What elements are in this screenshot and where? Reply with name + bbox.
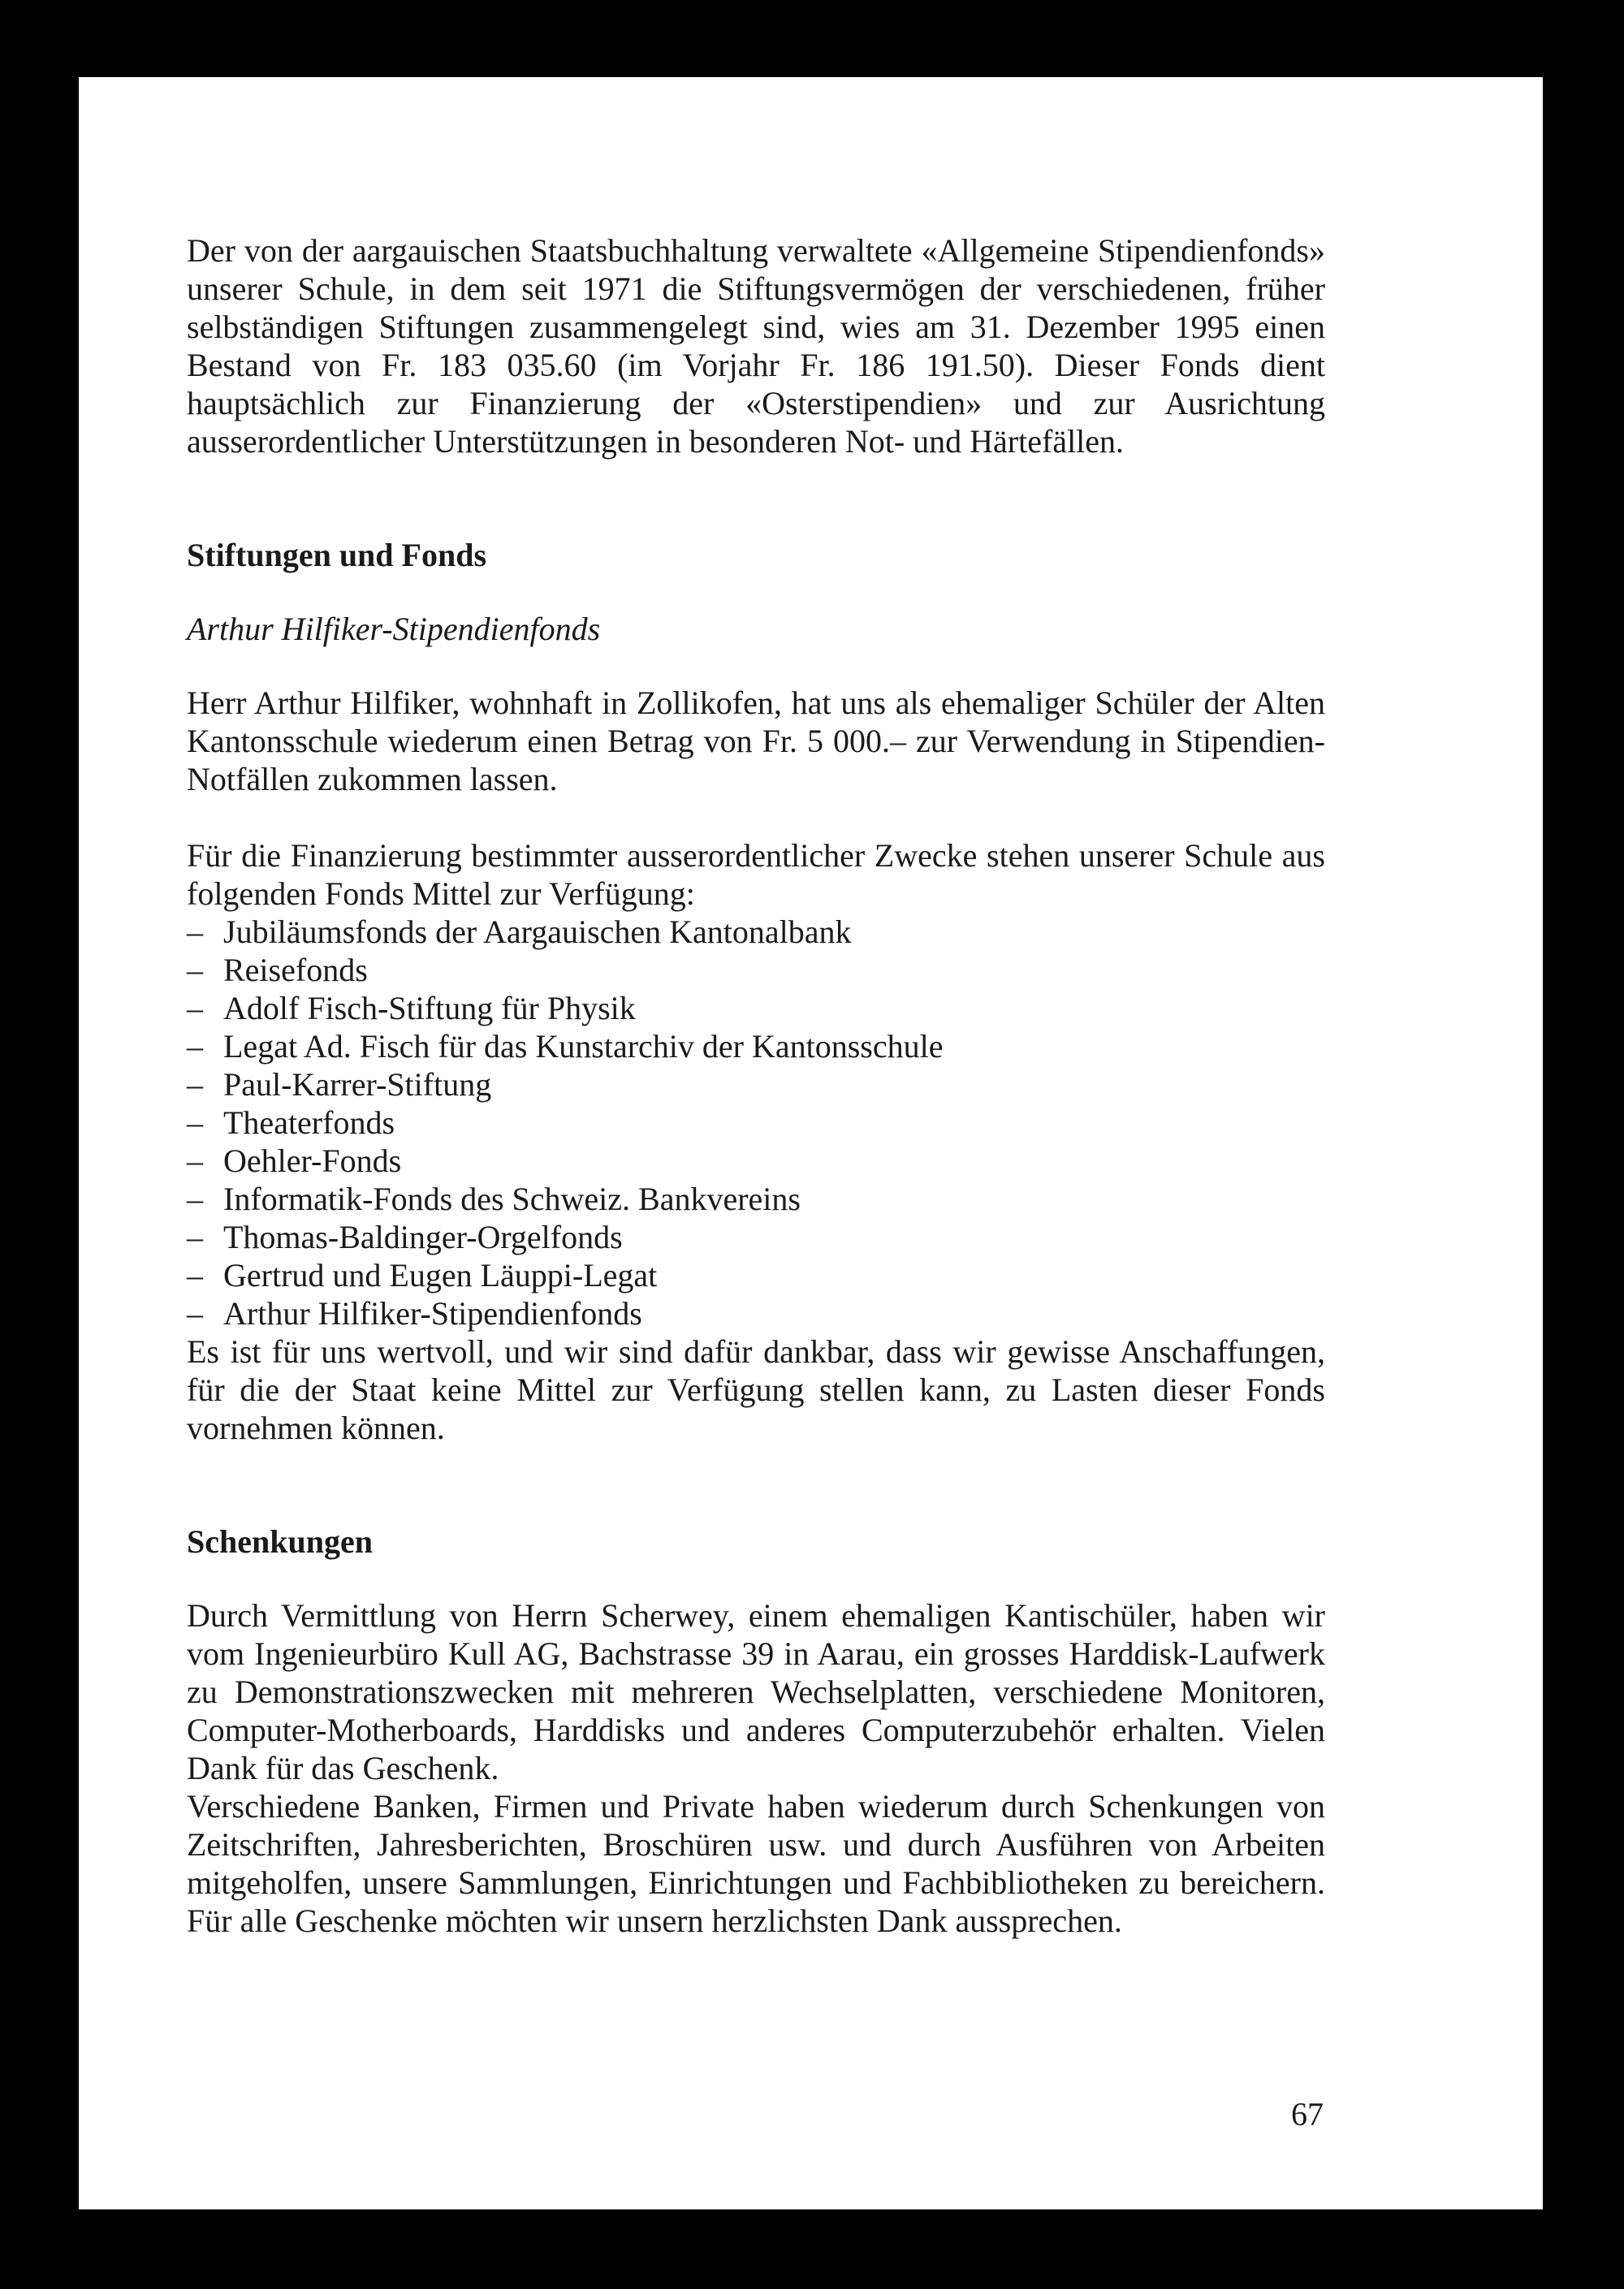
- intro-paragraph: Der von der aargauischen Staatsbuchhaltung verwaltete «Allgemeine Stipendienfonds» unserer Schule, in dem seit 1971 die Stiftungsvermögen der verschiedenen, früher selbständigen Stiftungen zusammengelegt sind, wies am 31. Dezember 1995 einen Bestand von Fr. 183 035.60 (im Vorjahr Fr. 186 191.50). Dieser Fonds dient hauptsächlich zur Finanzierung der «Osterstipendien» und zur Ausrichtung ausserordentlicher Unterstützungen in besonderen Not- und Härtefällen.: [187, 232, 1325, 460]
- list-item: – Adolf Fisch-Stiftung für Physik: [187, 990, 636, 1026]
- paragraph-scherwey: Durch Vermittlung von Herrn Scherwey, einem ehemaligen Kantischüler, haben wir vom Ingenieurbüro Kull AG, Bachstrasse 39 in Aarau, ein grosses Harddisk-Laufwerk zu Demonstrationszwecken mit mehreren Wechselplatten, verschiedene Monitoren, Computer-Motherboards, Harddisks und anderes Computerzubehör erhalten. Vielen Dank für das Geschenk.: [187, 1597, 1325, 1786]
- list-item: – Arthur Hilfiker-Stipendienfonds: [187, 1295, 642, 1332]
- funds-list: [187, 913, 1325, 1332]
- subheading-hilfiker: Arthur Hilfiker-Stipendienfonds: [187, 611, 601, 647]
- paragraph-funds-thanks: Es ist für uns wertvoll, und wir sind dafür dankbar, dass wir gewisse Anschaffungen, für die der Staat keine Mittel zur Verfügung stellen kann, zu Lasten dieser Fonds vornehmen können.: [187, 1333, 1325, 1446]
- page-content: [187, 231, 1325, 1940]
- list-item: – Informatik-Fonds des Schweiz. Bankvereins: [187, 1181, 801, 1217]
- list-item: – Reisefonds: [187, 952, 368, 988]
- list-item: – Oehler-Fonds: [187, 1142, 402, 1179]
- list-item: – Legat Ad. Fisch für das Kunstarchiv der Kantonsschule: [187, 1028, 944, 1065]
- page-number: 67: [1291, 2096, 1324, 2132]
- list-item: – Gertrud und Eugen Läuppi-Legat: [187, 1257, 658, 1294]
- document-page: [79, 77, 1543, 2209]
- paragraph-funds-intro: Für die Finanzierung bestimmter ausserordentlicher Zwecke stehen unserer Schule aus folgenden Fonds Mittel zur Verfügung:: [187, 837, 1325, 912]
- paragraph-hilfiker: Herr Arthur Hilfiker, wohnhaft in Zollikofen, hat uns als ehemaliger Schüler der Alten Kantonsschule wiederum einen Betrag von Fr. 5 000.– zur Verwendung in Stipendien-Notfällen zukommen lassen.: [187, 685, 1325, 797]
- list-item: – Jubiläumsfonds der Aargauischen Kantonalbank: [187, 913, 852, 950]
- list-item: – Theaterfonds: [187, 1104, 395, 1141]
- paragraph-donations: Verschiedene Banken, Firmen und Private haben wiederum durch Schenkungen von Zeitschriften, Jahresberichten, Broschüren usw. und durch Ausführen von Arbeiten mitgeholfen, unsere Sammlungen, Einrichtungen und Fachbibliotheken zu bereichern. Für alle Geschenke möchten wir unsern herzlichsten Dank aussprechen.: [187, 1788, 1325, 1939]
- list-item: – Thomas-Baldinger-Orgelfonds: [187, 1219, 623, 1255]
- section-heading-stiftungen: Stiftungen und Fonds: [187, 537, 487, 573]
- section-heading-schenkungen: Schenkungen: [187, 1523, 373, 1560]
- list-item: – Paul-Karrer-Stiftung: [187, 1066, 492, 1103]
